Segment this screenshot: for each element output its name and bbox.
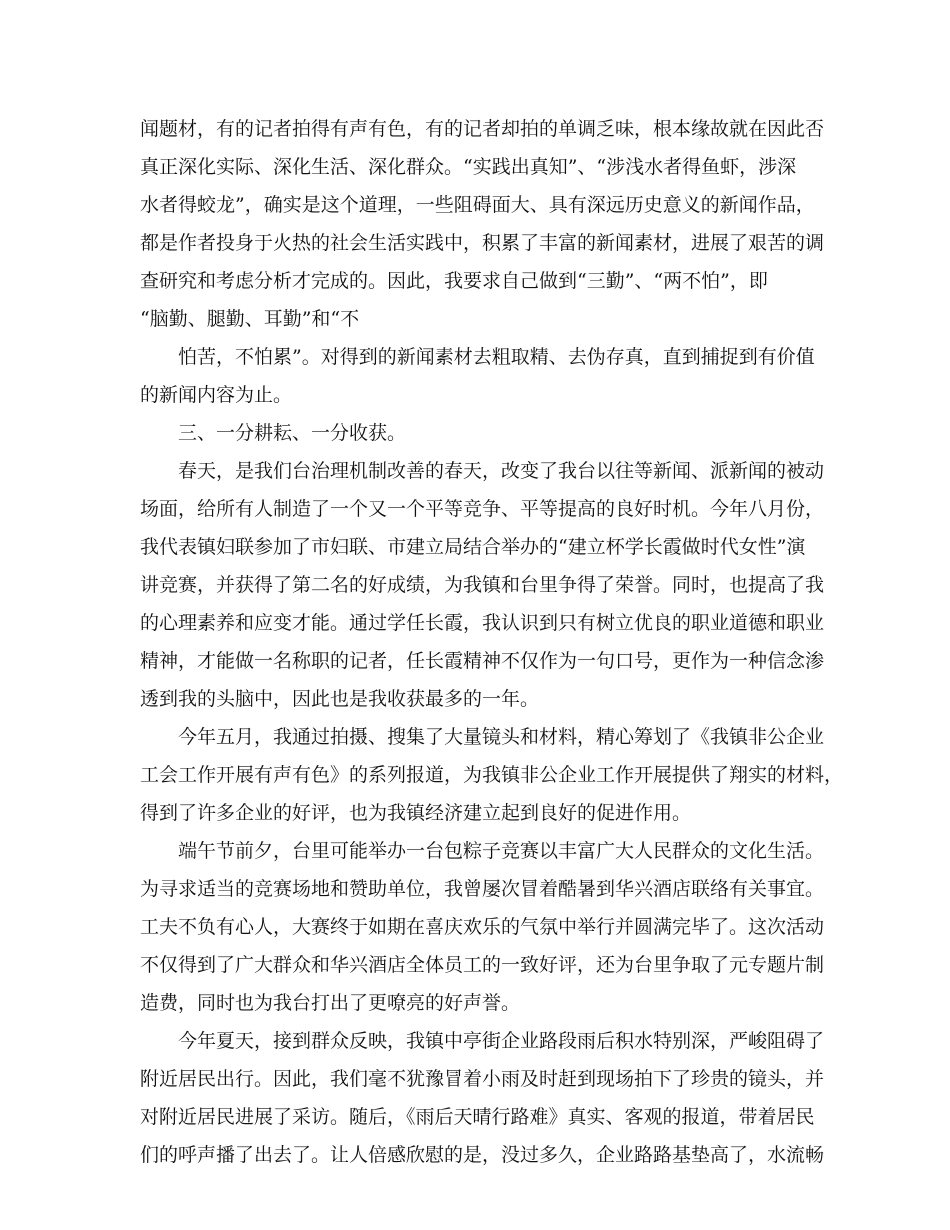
- text-line: 查研究和考虑分析才完成的。因此，我要求自己做到“三勤”、“两不怕”，即: [140, 270, 768, 292]
- text-line: 精神，才能做一名称职的记者，任长霞精神不仅作为一句口号，更作为一种信念渗: [140, 650, 825, 672]
- text-line: 三、一分耕耘、一分收获。: [178, 422, 407, 444]
- text-line: 水者得蛟龙”，确实是这个道理，一些阻碍面大、具有深远历史意义的新闻作品，: [140, 194, 815, 216]
- text-line: 怕苦，不怕累”。对得到的新闻素材去粗取精、去伪存真，直到捕捉到有价值: [178, 346, 815, 368]
- text-line: 端午节前夕，台里可能举办一台包粽子竞赛以丰富广大人民群众的文化生活。: [178, 840, 825, 862]
- text-line: 春天，是我们台治理机制改善的春天，改变了我台以往等新闻、派新闻的被动: [178, 460, 825, 482]
- text-line: 工夫不负有心人，大赛终于如期在喜庆欢乐的气氛中举行并圆满完毕了。这次活动: [140, 916, 825, 938]
- text-line: 我代表镇妇联参加了市妇联、市建立局结合举办的“建立杯学长霞做时代女性”演: [140, 536, 806, 558]
- text-line: 得到了许多企业的好评，也为我镇经济建立起到良好的促进作用。: [140, 802, 692, 824]
- text-line: 透到我的头脑中，因此也是我收获最多的一年。: [140, 688, 540, 710]
- text-line: “脑勤、腿勤、耳勤”和“不: [140, 308, 360, 330]
- text-line: 都是作者投身于火热的社会生活实践中，积累了丰富的新闻素材，进展了艰苦的调: [140, 232, 825, 254]
- text-line: 造费，同时也为我台打出了更嘹亮的好声誉。: [140, 992, 521, 1014]
- text-line: 的新闻内容为止。: [140, 384, 293, 406]
- text-line: 讲竞赛，并获得了第二名的好成绩，为我镇和台里争得了荣誉。同时，也提高了我: [140, 574, 825, 596]
- body-text: [140, 110, 844, 1174]
- text-line: 附近居民出行。因此，我们毫不犹豫冒着小雨及时赶到现场拍下了珍贵的镜头，并: [140, 1068, 825, 1090]
- text-line: 们的呼声播了出去了。让人倍感欣慰的是，没过多久，企业路路基垫高了，水流畅: [140, 1144, 825, 1166]
- text-line: 为寻求适当的竞赛场地和赞助单位，我曾屡次冒着酷暑到华兴酒店联络有关事宜。: [140, 878, 825, 900]
- text-line: 今年夏天，接到群众反映，我镇中亭街企业路段雨后积水特别深，严峻阻碍了: [178, 1030, 825, 1052]
- text-line: 今年五月，我通过拍摄、搜集了大量镜头和材料，精心筹划了《我镇非公企业: [178, 726, 825, 748]
- text-line: 场面，给所有人制造了一个又一个平等竞争、平等提高的良好时机。今年八月份，: [140, 498, 825, 520]
- text-line: 真正深化实际、深化生活、深化群众。“实践出真知”、“涉浅水者得鱼虾，涉深: [140, 156, 797, 178]
- text-line: 对附近居民进展了采访。随后，《雨后天晴行路难》真实、客观的报道，带着居民: [140, 1106, 815, 1128]
- text-line: 的心理素养和应变才能。通过学任长霞，我认识到只有树立优良的职业道德和职业: [140, 612, 825, 634]
- text-line: 工会工作开展有声有色》的系列报道，为我镇非公企业工作开展提供了翔实的材料，: [140, 764, 844, 786]
- text-line: 闻题材，有的记者拍得有声有色，有的记者却拍的单调乏味，根本缘故就在因此否: [140, 118, 825, 140]
- text-line: 不仅得到了广大群众和华兴酒店全体员工的一致好评，还为台里争取了元专题片制: [140, 954, 825, 976]
